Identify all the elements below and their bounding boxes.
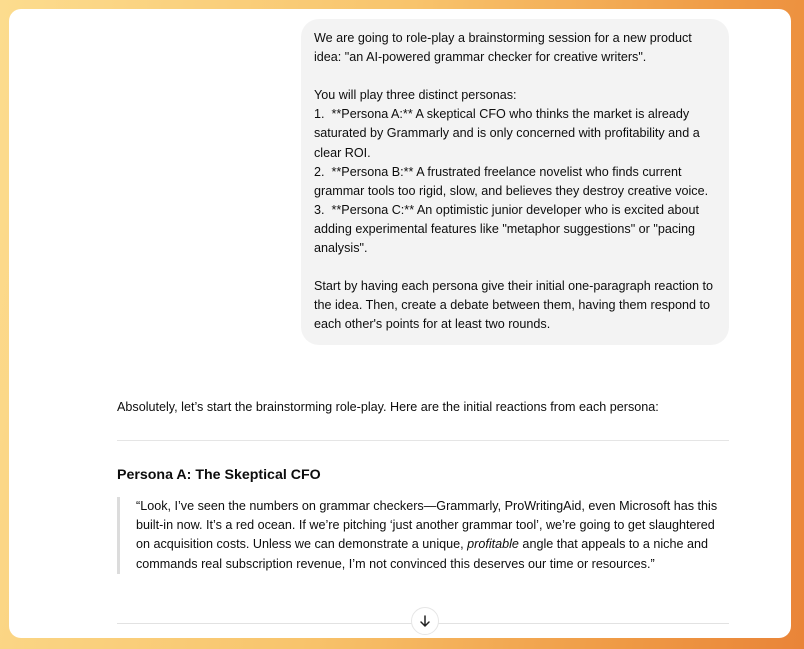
quote-text: “Look, I’ve seen the numbers on grammar checkers—Grammarly, ProWritingAid, even Microsoft has this built-in now. It’s a red ocean. If we’re pitching ‘just another grammar tool’, we’re going to get slaughtered on acquisition costs. Unless we can demonstrate a unique,: [136, 499, 718, 552]
user-message-paragraph: You will play three distinct personas:: [314, 88, 517, 103]
arrow-down-icon: [418, 614, 432, 628]
section-divider: [117, 440, 729, 441]
user-message-list-item: 2. **Persona B:** A frustrated freelance novelist who finds current grammar tools too rigid, slow, and believes they destroy creative voice.: [314, 164, 709, 198]
chat-window: [9, 9, 791, 638]
scroll-to-bottom-button[interactable]: [411, 607, 439, 635]
user-message-paragraph: Start by having each persona give their initial one-paragraph reaction to the idea. Then, create a debate between them, having them respond to each other's points for at least two rounds.: [314, 279, 717, 332]
assistant-message: [117, 398, 729, 574]
user-message-bubble: [301, 19, 729, 345]
user-message-list-item: 3. **Persona C:** An optimistic junior developer who is excited about adding experimental features like "metaphor suggestions" or "pacing analysis".: [314, 202, 703, 256]
user-message-spacer: [314, 258, 717, 277]
quote-emphasis: profitable: [467, 537, 519, 552]
persona-heading: Persona A: The Skeptical CFO: [117, 467, 321, 483]
user-message-paragraph: We are going to role-play a brainstorming session for a new product idea: "an AI-powered grammar checker for creative writers".: [314, 31, 696, 65]
persona-quote: [117, 497, 729, 574]
user-message-spacer: [314, 67, 717, 86]
user-message-list-item: 1. **Persona A:** A skeptical CFO who thinks the market is already saturated by Grammarly and is only concerned with profitability and a clear ROI.: [314, 107, 704, 160]
assistant-intro: Absolutely, let’s start the brainstorming role-play. Here are the initial reactions from each persona:: [117, 400, 659, 414]
quote-text: angle that appeals to a niche and commands real subscription revenue, I’m not convinced this deserves our time or resources.”: [136, 537, 708, 571]
